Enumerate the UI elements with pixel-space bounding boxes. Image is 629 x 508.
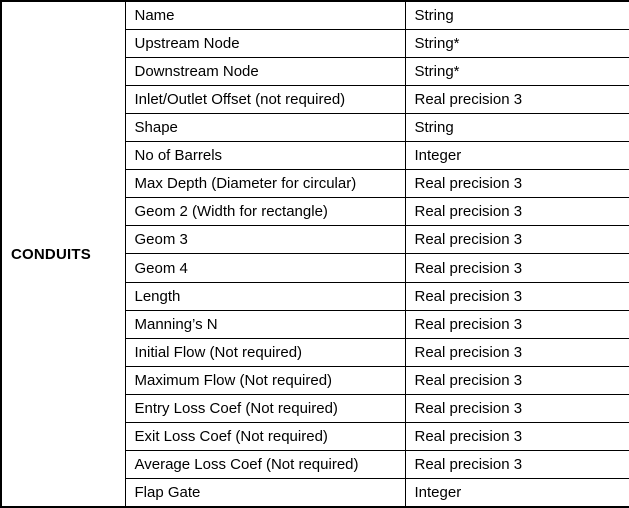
data-type-cell: String [405, 1, 629, 29]
data-type-cell: Integer [405, 142, 629, 170]
data-type-cell: Real precision 3 [405, 85, 629, 113]
data-type-cell: Real precision 3 [405, 395, 629, 423]
field-name-cell: Geom 4 [125, 254, 405, 282]
field-name-cell: Manning’s N [125, 310, 405, 338]
data-type-cell: Real precision 3 [405, 226, 629, 254]
field-name-cell: Shape [125, 113, 405, 141]
section-label-conduits: CONDUITS [1, 1, 125, 507]
field-name-cell: Maximum Flow (Not required) [125, 366, 405, 394]
data-type-cell: Real precision 3 [405, 423, 629, 451]
field-name-cell: Geom 2 (Width for rectangle) [125, 198, 405, 226]
field-name-cell: Flap Gate [125, 479, 405, 507]
table-row [1, 1, 629, 29]
data-type-cell: Real precision 3 [405, 282, 629, 310]
data-type-cell: Real precision 3 [405, 310, 629, 338]
field-name-cell: Downstream Node [125, 57, 405, 85]
data-type-cell: Integer [405, 479, 629, 507]
field-name-cell: Inlet/Outlet Offset (not required) [125, 85, 405, 113]
field-name-cell: Exit Loss Coef (Not required) [125, 423, 405, 451]
data-type-cell: String* [405, 57, 629, 85]
field-name-cell: Length [125, 282, 405, 310]
field-name-cell: Max Depth (Diameter for circular) [125, 170, 405, 198]
field-name-cell: Entry Loss Coef (Not required) [125, 395, 405, 423]
data-type-cell: Real precision 3 [405, 366, 629, 394]
data-type-cell: String* [405, 29, 629, 57]
field-name-cell: Name [125, 1, 405, 29]
data-type-cell: Real precision 3 [405, 198, 629, 226]
data-type-cell: Real precision 3 [405, 170, 629, 198]
data-type-cell: Real precision 3 [405, 254, 629, 282]
field-name-cell: No of Barrels [125, 142, 405, 170]
field-name-cell: Geom 3 [125, 226, 405, 254]
data-type-cell: String [405, 113, 629, 141]
data-type-cell: Real precision 3 [405, 451, 629, 479]
field-name-cell: Average Loss Coef (Not required) [125, 451, 405, 479]
field-name-cell: Upstream Node [125, 29, 405, 57]
table-body [1, 1, 629, 507]
data-type-cell: Real precision 3 [405, 338, 629, 366]
field-name-cell: Initial Flow (Not required) [125, 338, 405, 366]
